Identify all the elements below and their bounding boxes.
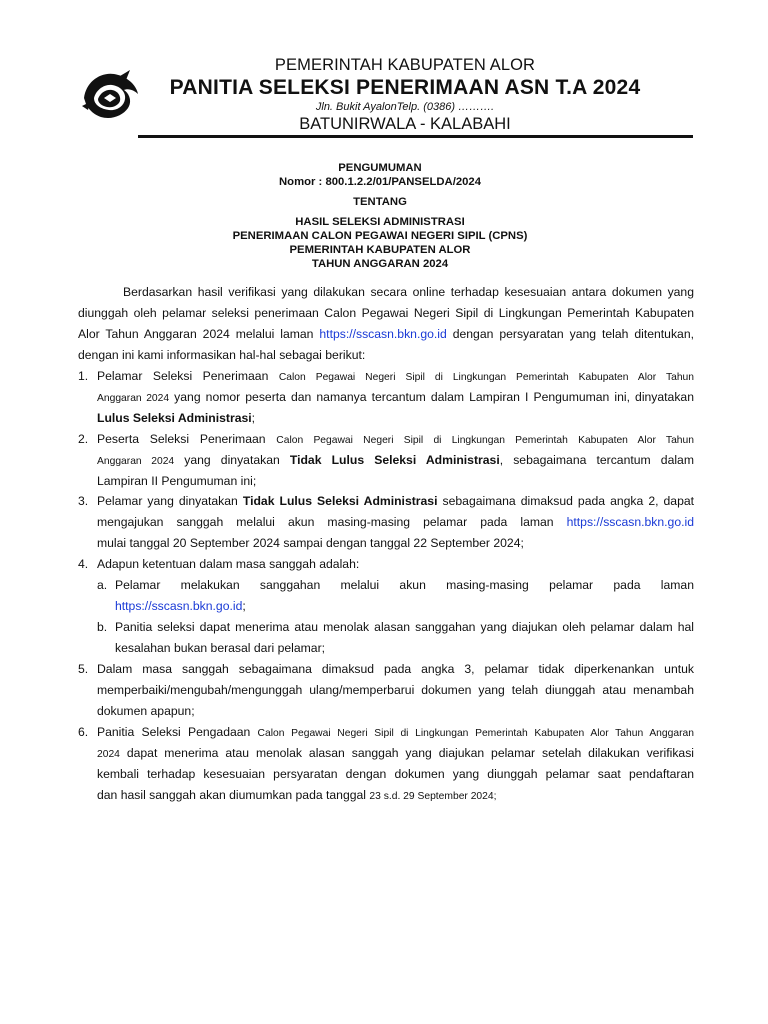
sub-item-letter: a. <box>97 578 108 592</box>
announcement-about: TENTANG <box>353 196 407 208</box>
list-item-number: 4. <box>78 557 89 571</box>
intro-line-4: dengan ini kami informasikan hal-hal sebagai berikut: <box>78 348 366 362</box>
sscasn-link[interactable]: https://sscasn.bkn.go.id <box>115 599 243 613</box>
announcement-subject-1: HASIL SELEKSI ADMINISTRASI <box>295 216 465 228</box>
regency-logo-icon <box>80 68 142 124</box>
list-item-number: 6. <box>78 725 89 739</box>
sscasn-link[interactable]: https://sscasn.bkn.go.id <box>566 515 694 529</box>
sub-item-letter: b. <box>97 620 108 634</box>
document-page: PEMERINTAH KABUPATEN ALOR PANITIA SELEKSI PENERIMAAN ASN T.A 2024 Jln. Bukit AyalonTelp. (0386) ………. BATUNIRWALA - KALABAHI PENGUMUMAN Nomor : 800.1.2.2/01/PANSELDA/2024 TENTANG HASIL SELEKSI ADMINISTRASI PENERIMAAN CALON PEGAWAI NEGERI SIPIL (CPNS) PEMERINTAH KABUPATEN ALOR TAHUN ANGGARAN 2024 Berdasarkan hasil verifikasi yang dilakukan secara online terhadap kesesuaian antara dokumen yang diunggah oleh pelamar seleksi penerimaan Calon Pegawai Negeri Sipil di Lingkungan Pemerintah Kabupaten Alor Tahun Anggaran 2024 melalui laman https://sscasn.bkn.go.id dengan persyaratan yang telah ditentukan, dengan ini kami informasikan hal-hal sebagai berikut: 1. Pelamar Seleksi Penerimaan Calon Pegawai Negeri Sipil di Lingkungan Pemerintah Kabupaten Alor Tahun Anggaran 2024 yang nomor peserta dan namanya tercantum dalam Lampiran I Pengumuman ini, dinyatakan Lulus Seleksi Administrasi; 2. Peserta Seleksi Penerimaan Calon Pegawai Negeri Sipil di Lingkungan Pemerintah Kabupaten Alor Tahun Anggaran 2024 yang dinyatakan Tidak Lulus Seleksi Administrasi, sebagaimana tercantum dalam Lampiran II Pengumuman ini; 3. Pelamar yang dinyatakan Tidak Lulus Seleksi Administrasi sebagaimana dimaksud pada angka 2, dapat mengajukan sanggah melalui akun masing-masing pelamar pada laman https://sscasn.bkn.go.id mulai tanggal 20 September 2024 sampai dengan tanggal 22 September 2024; 4. Adapun ketentuan dalam masa sanggah adalah: a. Pelamar melakukan sanggahan melalui akun masing-masing pelamar pada laman https://sscasn.bkn.go.id; b. Panitia seleksi dapat menerima atau menolak alasan sanggahan yang diajukan oleh pelamar dalam hal kesalahan bukan berasal dari pelamar; 5. Dalam masa sanggah sebagaimana dimaksud pada angka 3, pelamar tidak diperkenankan untuk memperbaiki/mengubah/mengunggah ulang/memperbarui dokumen yang telah diunggah atau menambah dokumen apapun; 6. Panitia Seleksi Pengadaan Calon Pegawai Negeri Sipil di Lingkungan Pemerintah Kabupaten Alor Tahun Anggaran 2024 dapat menerima atau menolak alasan sanggah yang diajukan pelamar setelah dilakukan verifikasi kembali terhadap kesesuaian persyaratan dengan dokumen yang diunggah pelamar saat pendaftaran dan hasil sanggah akan diumumkan pada tanggal 23 s.d. 29 September 2024; <box>78 56 695 802</box>
letterhead-city: BATUNIRWALA - KALABAHI <box>299 115 511 133</box>
list-item-number: 2. <box>78 432 89 446</box>
letterhead-divider <box>138 135 693 138</box>
announcement-subject-3: PEMERINTAH KABUPATEN ALOR <box>289 244 471 256</box>
sscasn-link[interactable]: https://sscasn.bkn.go.id <box>319 327 447 341</box>
intro-line-2: diunggah oleh pelamar seleksi penerimaan Calon Pegawai Negeri Sipil di Lingkungan Pemerintah Kabupaten <box>78 306 694 320</box>
list-item-number: 3. <box>78 494 89 508</box>
intro-paragraph <box>78 282 694 366</box>
intro-line-1: Berdasarkan hasil verifikasi yang dilakukan secara online terhadap kesesuaian antara dokumen yang <box>123 285 694 299</box>
announcement-subject-4: TAHUN ANGGARAN 2024 <box>311 258 449 270</box>
announcement-subject-2: PENERIMAAN CALON PEGAWAI NEGERI SIPIL (CPNS) <box>232 230 528 242</box>
announcement-number: Nomor : 800.1.2.2/01/PANSELDA/2024 <box>279 176 481 188</box>
intro-line-3: Alor Tahun Anggaran 2024 melalui laman https://sscasn.bkn.go.id dengan persyaratan yang telah ditentukan, <box>78 327 694 341</box>
list-item-number: 1. <box>78 369 89 383</box>
letterhead-address: Jln. Bukit AyalonTelp. (0386) ………. <box>315 101 495 113</box>
announcement-title: PENGUMUMAN <box>338 162 422 174</box>
letterhead-committee: PANITIA SELEKSI PENERIMAAN ASN T.A 2024 <box>169 76 641 99</box>
letterhead-government: PEMERINTAH KABUPATEN ALOR <box>274 56 536 74</box>
list-item-number: 5. <box>78 662 89 676</box>
